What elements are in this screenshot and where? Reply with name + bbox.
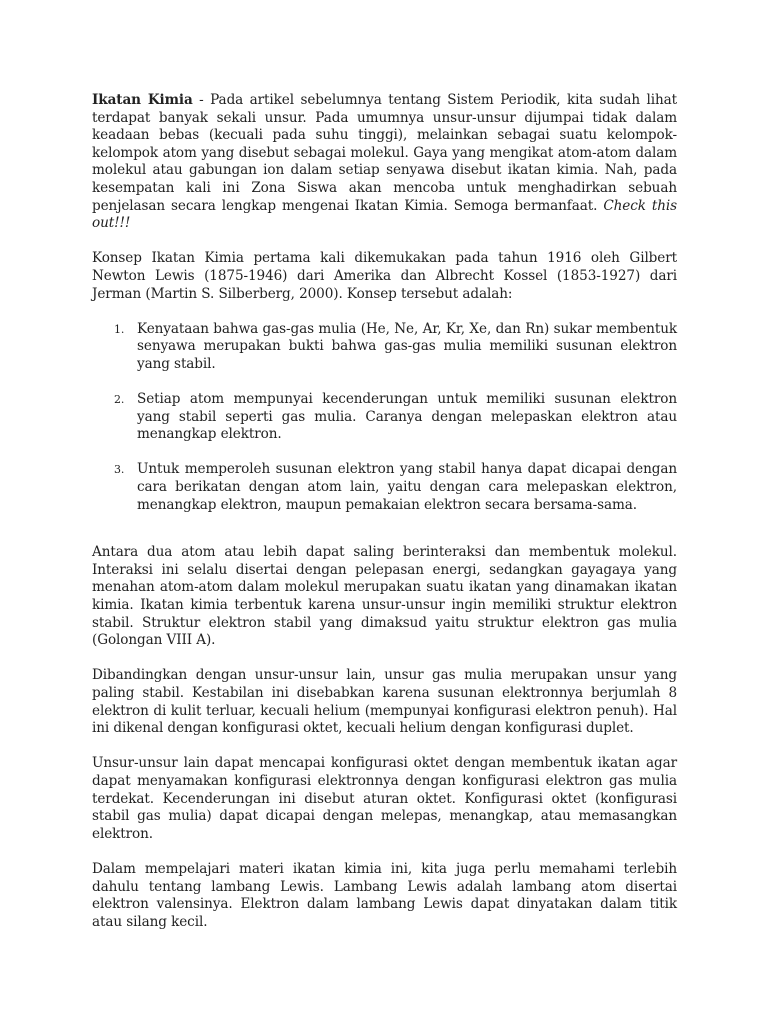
body-paragraph: Antara dua atom atau lebih dapat saling berinteraksi dan membentuk molekul. Interaksi ini selalu disertai dengan pelepasan energi, sedangkan gayagaya yang menahan atom-atom dalam molekul merupakan suatu ikatan yang dinamakan ikatan kimia. Ikatan kimia terbentuk karena unsur-unsur ingin memiliki struktur elektron stabil. Struktur elektron stabil yang dimaksud yaitu struktur elektron gas mulia (Golongan VIII A). — [92, 544, 677, 649]
concept-list — [92, 321, 677, 515]
intro-text: - Pada artikel sebelumnya tentang Sistem Periodik, kita sudah lihat terdapat banyak sekali unsur. Pada umumnya unsur-unsur dijumpai tidak dalam keadaan bebas (kecuali pada suhu tinggi), melainkan sebagai suatu kelompok-kelompok atom yang disebut sebagai molekul. Gaya yang mengikat atom-atom dalam molekul atau gabungan ion dalam setiap senyawa disebut ikatan kimia. Nah, pada kesempatan kali ini Zona Siswa akan mencoba untuk menghadirkan sebuah penjelasan secara lengkap mengenai Ikatan Kimia. Semoga bermanfaat. — [92, 92, 677, 214]
concept-paragraph: Konsep Ikatan Kimia pertama kali dikemukakan pada tahun 1916 oleh Gilbert Newton Lewis (1875-1946) dari Amerika dan Albrecht Kossel (1853-1927) dari Jerman (Martin S. Silberberg, 2000). Konsep tersebut adalah: — [92, 250, 677, 302]
list-item-text: Untuk memperoleh susunan elektron yang stabil hanya dapat dicapai dengan cara berikatan dengan atom lain, yaitu dengan cara melepaskan elektron, menangkap elektron, maupun pemakaian elektron secara bersama-sama. — [137, 461, 677, 513]
document-page — [92, 92, 677, 931]
list-item — [92, 391, 677, 444]
list-item — [92, 461, 677, 514]
list-item-text: Kenyataan bahwa gas-gas mulia (He, Ne, Ar, Kr, Xe, dan Rn) sukar membentuk senyawa merupakan bukti bahwa gas-gas mulia memiliki susunan elektron yang stabil. — [137, 320, 677, 372]
list-item-number: 2. — [114, 393, 125, 407]
body-paragraph: Unsur-unsur lain dapat mencapai konfigurasi oktet dengan membentuk ikatan agar dapat menyamakan konfigurasi elektronnya dengan konfigurasi elektron gas mulia terdekat. Kecenderungan ini disebut aturan oktet. Konfigurasi oktet (konfigurasi stabil gas mulia) dapat dicapai dengan melepas, menangkap, atau memasangkan elektron. — [92, 755, 677, 842]
list-item-number: 3. — [114, 463, 125, 477]
body-paragraph: Dalam mempelajari materi ikatan kimia ini, kita juga perlu memahami terlebih dahulu tentang lambang Lewis. Lambang Lewis adalah lambang atom disertai elektron valensinya. Elektron dalam lambang Lewis dapat dinyatakan dalam titik atau silang kecil. — [92, 860, 677, 930]
list-item — [92, 321, 677, 374]
intro-paragraph — [92, 92, 677, 233]
body-paragraph: Dibandingkan dengan unsur-unsur lain, unsur gas mulia merupakan unsur yang paling stabil. Kestabilan ini disebabkan karena susunan elektronnya berjumlah 8 elektron di kulit terluar, kecuali helium (mempunyai konfigurasi elektron penuh). Hal ini dikenal dengan konfigurasi oktet, kecuali helium dengan konfigurasi duplet. — [92, 667, 677, 737]
list-item-number: 1. — [114, 322, 125, 336]
intro-title: Ikatan Kimia — [92, 92, 193, 108]
list-item-text: Setiap atom mempunyai kecenderungan untuk memiliki susunan elektron yang stabil seperti gas mulia. Caranya dengan melepaskan elektron atau menangkap elektron. — [137, 391, 677, 443]
intro-closing: Check this out!!! — [92, 197, 677, 232]
